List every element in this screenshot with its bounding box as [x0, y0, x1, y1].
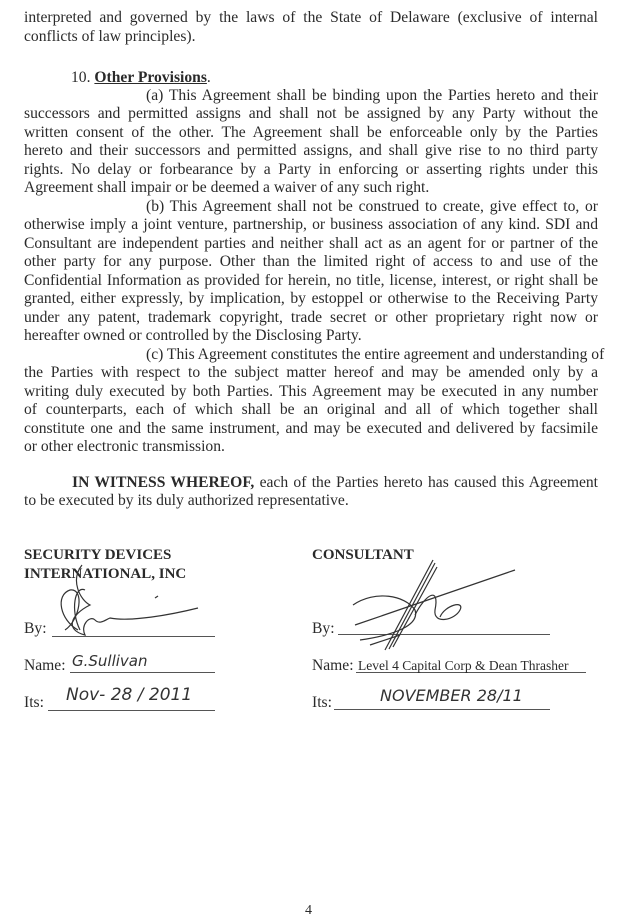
text-line: conflicts of law principles). — [24, 28, 196, 45]
para-b-line: other party for any purpose. Other than the limited right of access to and use of the — [24, 253, 598, 270]
para-a-line: successors and permitted assigns and shall not be assigned by any Party without the — [24, 105, 598, 122]
section-number: 10. — [71, 69, 91, 86]
right-its-line[interactable] — [334, 709, 550, 710]
right-name-value: Level 4 Capital Corp & Dean Thrasher — [358, 658, 569, 673]
left-signature-scribble — [50, 560, 200, 650]
right-its-label: Its: — [312, 694, 332, 711]
para-a-line: Agreement shall impair or be deemed a waiver of any such right. — [24, 179, 430, 196]
para-b-line: under any patent, trademark copyright, trade secret or other proprietary right now or — [24, 309, 598, 326]
para-b-line: Consultant are independent parties and neither shall act as an agent for or partner of the — [24, 235, 598, 252]
witness-rest: each of the Parties hereto has caused this Agreement — [254, 474, 598, 491]
para-b-line: hereafter owned or controlled by the Disclosing Party. — [24, 327, 362, 344]
para-b-line: otherwise imply a joint venture, partnership, or business association of any kind. SDI and — [24, 216, 598, 233]
para-c-line: (c) This Agreement constitutes the entire agreement and understanding of — [146, 346, 605, 363]
para-b-line: (b) This Agreement shall not be construed to create, give effect to, or — [146, 198, 598, 215]
left-party-name: INTERNATIONAL, INC — [24, 566, 187, 582]
para-c-line: of counterparts, each of which shall be an original and all of which together shall — [24, 401, 598, 418]
right-by-label: By: — [312, 620, 335, 637]
page-number: 4 — [305, 903, 312, 918]
section-title: Other Provisions — [94, 69, 207, 86]
left-name-value: G.Sullivan — [72, 652, 148, 670]
right-party-name: CONSULTANT — [312, 547, 414, 563]
left-its-line[interactable] — [48, 710, 215, 711]
para-c-line: writing duly executed by both Parties. This Agreement may be executed in any number — [24, 383, 598, 400]
para-a-line: rights. No delay or forbearance by a Party in enforcing or asserting rights under this — [24, 161, 598, 178]
para-c-line: the Parties with respect to the subject matter hereof and may be amended only by a — [24, 364, 598, 381]
text-line: interpreted and governed by the laws of the State of Delaware (exclusive of internal — [24, 9, 598, 26]
left-its-label: Its: — [24, 694, 44, 711]
left-its-value: Nov- 28 / 2011 — [66, 685, 193, 705]
para-c-line: constitute one and the same instrument, and may be executed and delivered by facsimile — [24, 420, 598, 437]
section-heading — [71, 69, 211, 87]
left-name-label: Name: — [24, 657, 66, 674]
para-b-line: granted, either expressly, by implication, by estoppel or otherwise to the Receiving Party — [24, 290, 598, 307]
right-name-label: Name: — [312, 657, 354, 674]
para-a-line: (a) This Agreement shall be binding upon the Parties hereto and their — [146, 87, 598, 104]
left-party-name: SECURITY DEVICES — [24, 547, 172, 563]
para-a-line: hereto and their successors and permitted assigns, and shall give rise to no third party — [24, 142, 598, 159]
para-b-line: Confidential Information as provided for herein, no title, license, interest, or right shall be — [24, 272, 598, 289]
section-title-suffix: . — [206, 69, 211, 86]
witness-line — [72, 474, 598, 492]
right-its-value: NOVEMBER 28/11 — [380, 686, 523, 705]
left-by-label: By: — [24, 620, 47, 637]
witness-lead: IN WITNESS WHEREOF, — [72, 474, 255, 491]
witness-line: to be executed by its duly authorized representative. — [24, 492, 349, 509]
left-name-line[interactable] — [70, 672, 215, 673]
para-c-line: or other electronic transmission. — [24, 438, 225, 455]
right-signature-scribble — [345, 555, 545, 655]
para-a-line: written consent of the other. The Agreement shall be enforceable only by the Parties — [24, 124, 598, 141]
